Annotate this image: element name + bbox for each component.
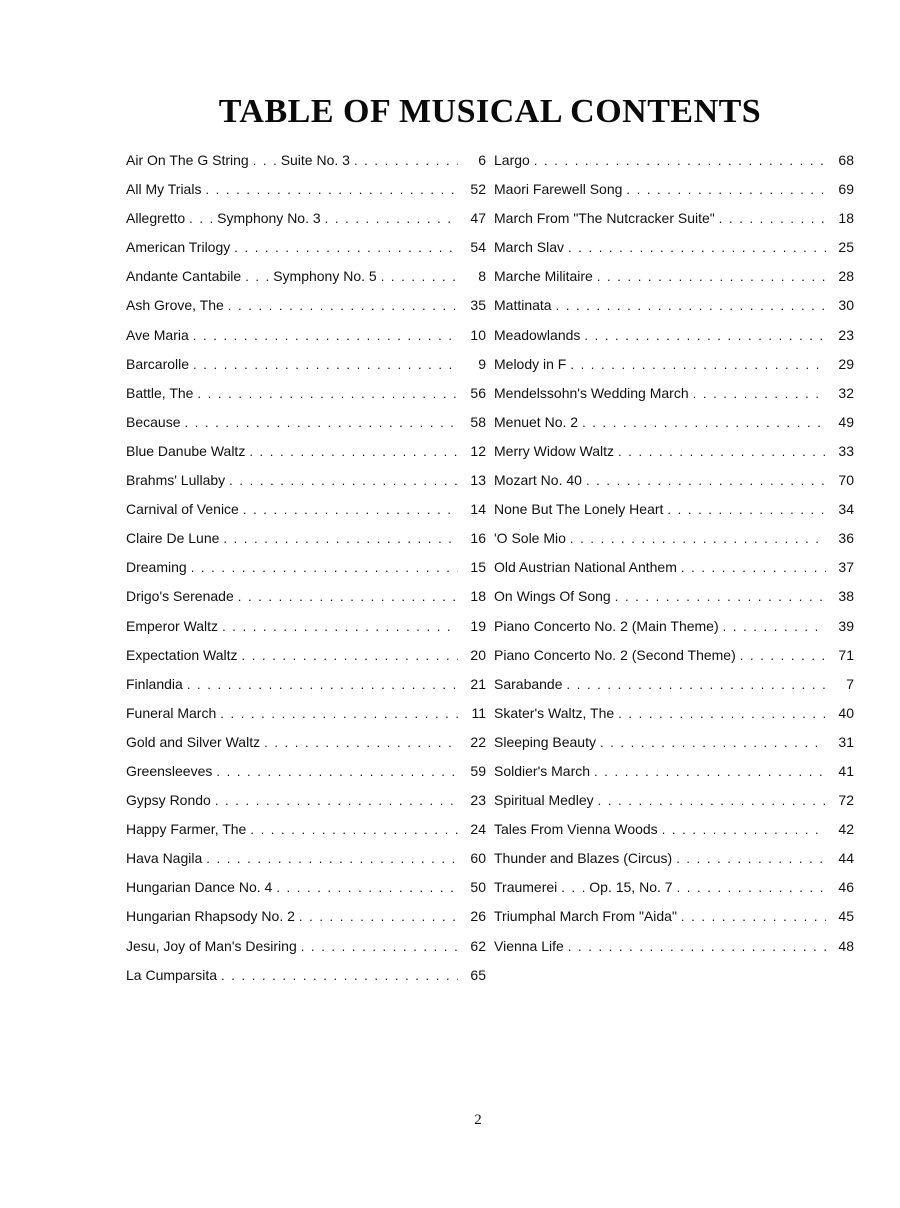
toc-entry-page: 41 [838, 762, 854, 779]
toc-entry [494, 815, 854, 844]
dot-leader [191, 553, 458, 582]
toc-entry [126, 291, 486, 320]
dot-leader [740, 641, 826, 670]
toc-entry-page: 11 [471, 704, 486, 721]
dot-leader [719, 204, 826, 233]
toc-entry-page: 50 [470, 879, 486, 896]
dot-leader [245, 262, 269, 291]
toc-entry-title: None But The Lonely Heart [494, 501, 664, 518]
toc-entry-page: 52 [470, 181, 486, 198]
dot-leader [325, 204, 458, 233]
toc-entry-title: La Cumparsita [126, 966, 218, 983]
toc-entry-title: Hungarian Dance No. 4 [126, 879, 273, 896]
toc-entry-title: Carnival of Venice [126, 501, 239, 518]
toc-entry-title: Greensleeves [126, 762, 213, 779]
toc-entry-page: 60 [470, 850, 486, 867]
toc-entry-page: 31 [838, 733, 854, 750]
dot-leader [264, 728, 458, 757]
dot-leader [243, 495, 458, 524]
toc-entry-title: Thunder and Blazes (Circus) [494, 850, 673, 867]
toc-entry [126, 233, 486, 262]
toc-entry-page: 58 [470, 413, 486, 430]
toc-entry-page: 6 [478, 152, 486, 168]
toc-entry-title: American Trilogy [126, 239, 231, 256]
toc-entry [126, 262, 486, 291]
toc-entry [126, 670, 486, 699]
toc-entry-page: 33 [838, 442, 854, 459]
toc-entry-page: 62 [470, 937, 486, 954]
toc-entry-page: 65 [470, 966, 486, 983]
toc-entry [126, 786, 486, 815]
page-title: TABLE OF MUSICAL CONTENTS [218, 93, 762, 130]
toc-entry-title: On Wings Of Song [494, 588, 611, 605]
dot-leader [570, 350, 826, 379]
dot-leader [693, 379, 826, 408]
toc-entry-title: Hava Nagila [126, 850, 203, 867]
toc-entry-page: 49 [838, 413, 854, 430]
toc-entry-title: March Slav [494, 239, 565, 256]
toc-entry-title: Blue Danube Waltz [126, 442, 246, 459]
toc-entry-page: 56 [470, 384, 486, 401]
toc-entry-page: 38 [838, 588, 854, 605]
toc-entry [494, 495, 854, 524]
toc-entry-title: Brahms' Lullaby [126, 472, 226, 489]
dot-leader [723, 612, 826, 641]
toc-entry [494, 786, 854, 815]
toc-entry-title: Mendelssohn's Wedding March [494, 384, 689, 401]
toc-entry-page: 25 [838, 239, 854, 256]
toc-entry-page: 20 [470, 646, 486, 663]
toc-entry [126, 699, 486, 728]
toc-entry-title: Maori Farewell Song [494, 181, 623, 198]
dot-leader [597, 262, 826, 291]
toc-entry-page: 36 [838, 530, 854, 547]
toc-entry-page: 15 [470, 559, 486, 576]
toc-entry-title: Vienna Life [494, 937, 564, 954]
toc-entry-title: Emperor Waltz [126, 617, 219, 634]
dot-leader [184, 408, 458, 437]
toc-entry [126, 641, 486, 670]
toc-entry-page: 71 [838, 646, 854, 663]
dot-leader [216, 757, 458, 786]
toc-entry [494, 175, 854, 204]
toc-entry-title: Triumphal March From "Aida" [494, 908, 677, 925]
toc-entry [126, 175, 486, 204]
toc-entry-title: Meadowlands [494, 326, 581, 343]
dot-leader [594, 757, 826, 786]
toc-entry [126, 932, 486, 961]
toc-entry [494, 844, 854, 873]
toc-entry [494, 612, 854, 641]
dot-leader [568, 932, 826, 961]
toc-entry-title: Mattinata [494, 297, 552, 314]
toc-entry [126, 961, 486, 990]
toc-entry [126, 204, 486, 233]
toc-entry-page: 18 [470, 588, 486, 605]
dot-leader [556, 291, 826, 320]
toc-entry-page: 37 [838, 559, 854, 576]
toc-entry-title: All My Trials [126, 181, 202, 198]
toc-right-column [494, 146, 854, 961]
toc-entry-page: 39 [838, 617, 854, 634]
dot-leader [229, 466, 458, 495]
toc-entry [494, 932, 854, 961]
toc-entry-title: Expectation Waltz [126, 646, 238, 663]
toc-entry [494, 350, 854, 379]
toc-entry [126, 524, 486, 553]
toc-entry [494, 321, 854, 350]
page-number: 2 [474, 1112, 482, 1128]
toc-entry-page: 42 [838, 821, 854, 838]
toc-entry-title: Happy Farmer, The [126, 821, 247, 838]
toc-entry [126, 902, 486, 931]
dot-leader [618, 699, 826, 728]
toc-entry-title: Tales From Vienna Woods [494, 821, 658, 838]
toc-entry-page: 24 [470, 821, 486, 838]
dot-leader [205, 175, 458, 204]
dot-leader [301, 932, 458, 961]
toc-entry [494, 902, 854, 931]
toc-entry-title: Melody in F [494, 355, 567, 372]
dot-leader [626, 175, 826, 204]
toc-entry-subtitle: Suite No. 3 [277, 146, 354, 175]
dot-leader [276, 873, 458, 902]
dot-leader [381, 262, 458, 291]
toc-entry [126, 408, 486, 437]
dot-leader [354, 146, 458, 175]
toc-entry [126, 873, 486, 902]
toc-entry [126, 612, 486, 641]
toc-entry-title: Mozart No. 40 [494, 472, 582, 489]
dot-leader [598, 786, 826, 815]
dot-leader [299, 902, 458, 931]
dot-leader [238, 582, 458, 611]
dot-leader [197, 379, 458, 408]
dot-leader [681, 553, 826, 582]
dot-leader [584, 321, 826, 350]
toc-entry-subtitle: Op. 15, No. 7 [585, 873, 676, 902]
dot-leader [570, 524, 826, 553]
toc-entry [494, 757, 854, 786]
dot-leader [234, 233, 458, 262]
toc-entry [494, 641, 854, 670]
toc-entry-page: 30 [838, 297, 854, 314]
dot-leader [534, 146, 826, 175]
toc-entry [494, 699, 854, 728]
toc-entry-title: Ash Grove, The [126, 297, 224, 314]
toc-entry [126, 757, 486, 786]
dot-leader [253, 146, 277, 175]
toc-entry-page: 10 [470, 326, 486, 343]
toc-entry-page: 28 [838, 268, 854, 285]
toc-entry-page: 32 [838, 384, 854, 401]
toc-entry-title: Finlandia [126, 675, 183, 692]
toc-entry-title: Barcarolle [126, 355, 190, 372]
dot-leader [249, 437, 458, 466]
toc-entry-title: Funeral March [126, 704, 217, 721]
dot-leader [618, 437, 826, 466]
dot-leader [582, 408, 826, 437]
dot-leader [193, 321, 458, 350]
toc-entry-title: Menuet No. 2 [494, 413, 579, 430]
toc-entry-page: 18 [838, 210, 854, 227]
dot-leader [221, 961, 458, 990]
toc-entry [494, 466, 854, 495]
toc-entry [494, 553, 854, 582]
dot-leader [250, 815, 458, 844]
toc-entry-page: 23 [470, 792, 486, 809]
toc-entry-page: 48 [838, 937, 854, 954]
toc-entry [494, 233, 854, 262]
dot-leader [222, 612, 458, 641]
toc-entry-subtitle: Symphony No. 5 [269, 262, 381, 291]
toc-entry-title: 'O Sole Mio [494, 530, 566, 547]
toc-entry-page: 44 [838, 850, 854, 867]
dot-leader [667, 495, 826, 524]
toc-entry [126, 350, 486, 379]
toc-entry-page: 16 [470, 530, 486, 547]
toc-entry-title: Sarabande [494, 675, 563, 692]
toc-entry-title: Allegretto [126, 210, 186, 227]
toc-entry-page: 54 [470, 239, 486, 256]
toc-entry-page: 70 [838, 472, 854, 489]
dot-leader [568, 233, 826, 262]
dot-leader [215, 786, 458, 815]
toc-entry-page: 40 [838, 704, 854, 721]
dot-leader [567, 670, 826, 699]
toc-entry-title: Piano Concerto No. 2 (Second Theme) [494, 646, 736, 663]
toc-entry [494, 670, 854, 699]
toc-entry [494, 437, 854, 466]
toc-entry [126, 437, 486, 466]
toc-entry [126, 728, 486, 757]
toc-entry [126, 844, 486, 873]
toc-entry [494, 524, 854, 553]
toc-entry-title: Skater's Waltz, The [494, 704, 615, 721]
toc-entry [126, 379, 486, 408]
toc-entry [494, 873, 854, 902]
toc-entry-page: 14 [470, 501, 486, 518]
dot-leader [561, 873, 585, 902]
dot-leader [600, 728, 826, 757]
toc-entry-page: 21 [470, 675, 486, 692]
toc-entry-title: Air On The G String [126, 152, 249, 168]
toc-entry-title: Dreaming [126, 559, 187, 576]
toc-entry-title: Jesu, Joy of Man's Desiring [126, 937, 297, 954]
toc-entry-title: March From "The Nutcracker Suite" [494, 210, 715, 227]
dot-leader [677, 873, 826, 902]
toc-entry-title: Spiritual Medley [494, 792, 594, 809]
toc-entry [494, 204, 854, 233]
toc-entry-page: 59 [470, 762, 486, 779]
toc-entry [494, 146, 854, 175]
toc-entry-subtitle: Symphony No. 3 [213, 204, 325, 233]
toc-entry-title: Hungarian Rhapsody No. 2 [126, 908, 295, 925]
toc-entry-page: 47 [470, 210, 486, 227]
toc-entry-page: 46 [838, 879, 854, 896]
toc-entry [494, 262, 854, 291]
toc-entry [494, 582, 854, 611]
toc-entry-page: 26 [470, 908, 486, 925]
toc-entry-page: 13 [470, 472, 486, 489]
toc-entry-page: 9 [478, 355, 486, 372]
dot-leader [681, 902, 826, 931]
toc-entry-title: Soldier's March [494, 762, 591, 779]
toc-entry [126, 146, 486, 175]
toc-entry [126, 466, 486, 495]
dot-leader [676, 844, 826, 873]
toc-entry-page: 72 [838, 792, 854, 809]
toc-entry-title: Traumerei [494, 879, 558, 896]
dot-leader [193, 350, 458, 379]
toc-entry-page: 19 [470, 617, 486, 634]
dot-leader [586, 466, 826, 495]
toc-entry-page: 12 [470, 442, 486, 459]
toc-entry-page: 35 [470, 297, 486, 314]
toc-entry [494, 291, 854, 320]
dot-leader [223, 524, 458, 553]
toc-entry-page: 29 [838, 355, 854, 372]
toc-entry-title: Largo [494, 152, 530, 168]
toc-entry [126, 495, 486, 524]
dot-leader [220, 699, 458, 728]
toc-entry [494, 728, 854, 757]
toc-entry-page: 7 [846, 675, 854, 692]
toc-entry-title: Because [126, 413, 181, 430]
toc-entry-page: 22 [470, 733, 486, 750]
toc-entry [494, 408, 854, 437]
toc-entry-page: 8 [478, 268, 486, 285]
toc-entry-page: 69 [838, 181, 854, 198]
toc-entry [126, 815, 486, 844]
toc-entry [494, 379, 854, 408]
toc-entry [126, 321, 486, 350]
dot-leader [662, 815, 826, 844]
toc-entry [126, 553, 486, 582]
dot-leader [615, 582, 826, 611]
dot-leader [189, 204, 213, 233]
toc-entry-title: Gold and Silver Waltz [126, 733, 261, 750]
toc-entry-page: 45 [838, 908, 854, 925]
toc-entry-title: Merry Widow Waltz [494, 442, 615, 459]
toc-entry-title: Sleeping Beauty [494, 733, 596, 750]
toc-entry [126, 582, 486, 611]
toc-entry-title: Andante Cantabile [126, 268, 242, 285]
toc-entry-title: Piano Concerto No. 2 (Main Theme) [494, 617, 719, 634]
toc-entry-title: Gypsy Rondo [126, 792, 211, 809]
toc-entry-title: Drigo's Serenade [126, 588, 234, 605]
dot-leader [206, 844, 458, 873]
toc-entry-title: Claire De Lune [126, 530, 220, 547]
toc-entry-page: 34 [838, 501, 854, 518]
toc-entry-title: Marche Militaire [494, 268, 593, 285]
toc-entry-page: 68 [838, 152, 854, 168]
toc-entry-title: Ave Maria [126, 326, 189, 343]
dot-leader [228, 291, 458, 320]
toc-entry-page: 23 [838, 326, 854, 343]
dot-leader [242, 641, 458, 670]
toc-entry-title: Old Austrian National Anthem [494, 559, 677, 576]
toc-left-column [126, 146, 486, 990]
toc-entry-title: Battle, The [126, 384, 194, 401]
dot-leader [187, 670, 458, 699]
